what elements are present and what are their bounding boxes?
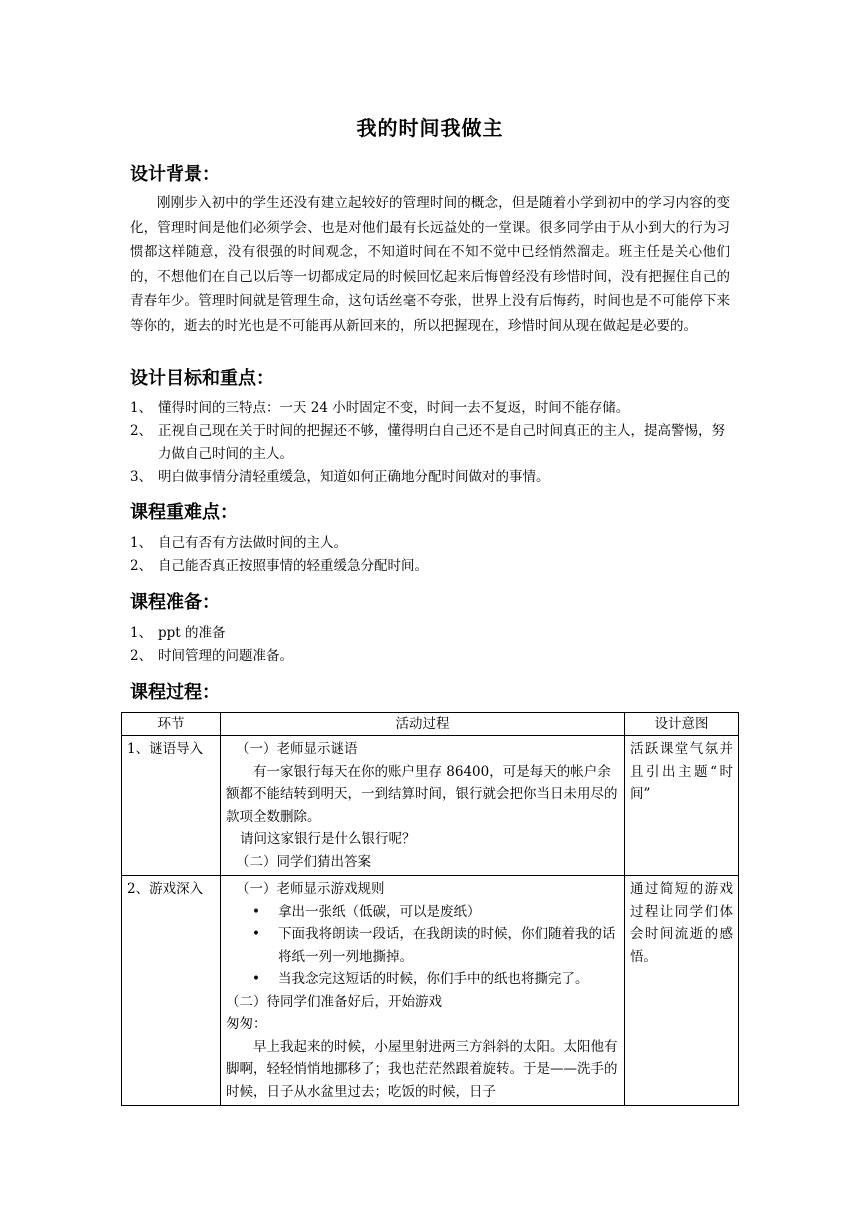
preparation-item-1: 1、 ppt 的准备 <box>130 625 226 641</box>
activity-line: 早上我起来的时候，小屋里射进两三方斜斜的太阳。太阳他有脚啊，轻轻悄悄地挪移了；我也茫茫然跟着旋转。于是——洗手的时候，日子从水盆里过去；吃饭的时候，日子 <box>226 1038 618 1100</box>
document-title: 我的时间我做主 <box>356 116 504 140</box>
goal-item-1: 1、 懂得时间的三特点：一天 24 小时固定不变，时间一去不复返，时间不能存储。 <box>130 400 630 416</box>
activity-cell <box>221 876 625 1106</box>
activity-line: （二）待同学们准备好后，开始游戏 <box>226 993 442 1010</box>
preparation-item-2: 2、 时间管理的问题准备。 <box>130 648 293 664</box>
activity-cell <box>221 736 625 876</box>
column-header-activity: 活动过程 <box>221 713 625 736</box>
difficulties-heading: 课程重难点： <box>130 502 238 523</box>
preparation-list <box>130 622 730 668</box>
difficulties-list <box>130 532 730 578</box>
difficulty-item-2: 2、 自己能否真正按照事情的轻重缓急分配时间。 <box>130 558 428 574</box>
goal-item-2: 2、 正视自己现在关于时间的把握还不够，懂得明白自己还不是自己时间真正的主人，提高警惕，努力做自己时间的主人。 <box>130 423 725 462</box>
column-header-purpose: 设计意图 <box>625 713 739 736</box>
list-item: • 当我念完这短话的时候，你们手中的纸也将撕完了。 <box>252 971 589 987</box>
purpose-cell: 活跃课堂气氛并且引出主题“时间” <box>625 736 739 876</box>
activity-line: （二）同学们猜出答案 <box>236 853 371 870</box>
list-item: • 下面我将朗读一段话，在我朗读的时候，你们随着我的话将纸一列一列地撕掉。 <box>252 926 616 965</box>
goal-item-3: 3、 明白做事情分清轻重缓急，知道如何正确地分配时间做对的事情。 <box>130 469 550 485</box>
activity-line: 有一家银行每天在你的账户里存 86400，可是每天的帐户余额都不能结转到明天，一到结算时间，银行就会把你当日未用尽的款项全数删除。 <box>226 763 618 825</box>
process-heading: 课程过程： <box>130 682 220 703</box>
preparation-heading: 课程准备： <box>130 592 220 613</box>
process-table <box>121 712 739 1106</box>
background-paragraph: 刚刚步入初中的学生还没有建立起较好的管理时间的概念，但是随着小学到初中的学习内容的变化，管理时间是他们必须学会、也是对他们最有长远益处的一堂课。很多同学由于从小到大的行为习惯都这样随意，没有很强的时间观念，不知道时间在不知不觉中已经悄然溜走。班主任是关心他们的，不想他们在自己以后等一切都成定局的时候回忆起来后悔曾经没有珍惜时间，没有把握住自己的青春年少。管理时间就是管理生命，这句话丝毫不夸张，世界上没有后悔药，时间也是不可能停下来等你的，逝去的时光也是不可能再从新回来的，所以把握现在，珍惜时间从现在做起是必要的。 <box>130 195 730 334</box>
background-heading: 设计背景： <box>130 164 220 185</box>
activity-line: 请问这家银行是什么银行呢？ <box>240 831 416 847</box>
column-header-stage: 环节 <box>122 713 221 736</box>
purpose-cell: 通过简短的游戏过程让同学们体会时间流逝的感悟。 <box>625 876 739 1106</box>
goals-list <box>130 397 730 489</box>
activity-line: （一）老师显示谜语 <box>236 741 358 757</box>
list-item: • 拿出一张纸（低碳，可以是废纸） <box>252 903 481 920</box>
stage-cell: 2、游戏深入 <box>122 876 221 1106</box>
difficulty-item-1: 1、 自己有否有方法做时间的主人。 <box>130 535 347 551</box>
stage-cell: 1、谜语导入 <box>122 736 221 876</box>
activity-line: （一）老师显示游戏规则 <box>236 881 385 897</box>
table-header-row <box>122 713 739 736</box>
table-row <box>122 876 739 1106</box>
activity-line: 匆匆： <box>226 1016 267 1032</box>
table-row <box>122 736 739 876</box>
rules-list <box>226 901 619 991</box>
goals-heading: 设计目标和重点： <box>130 368 274 389</box>
